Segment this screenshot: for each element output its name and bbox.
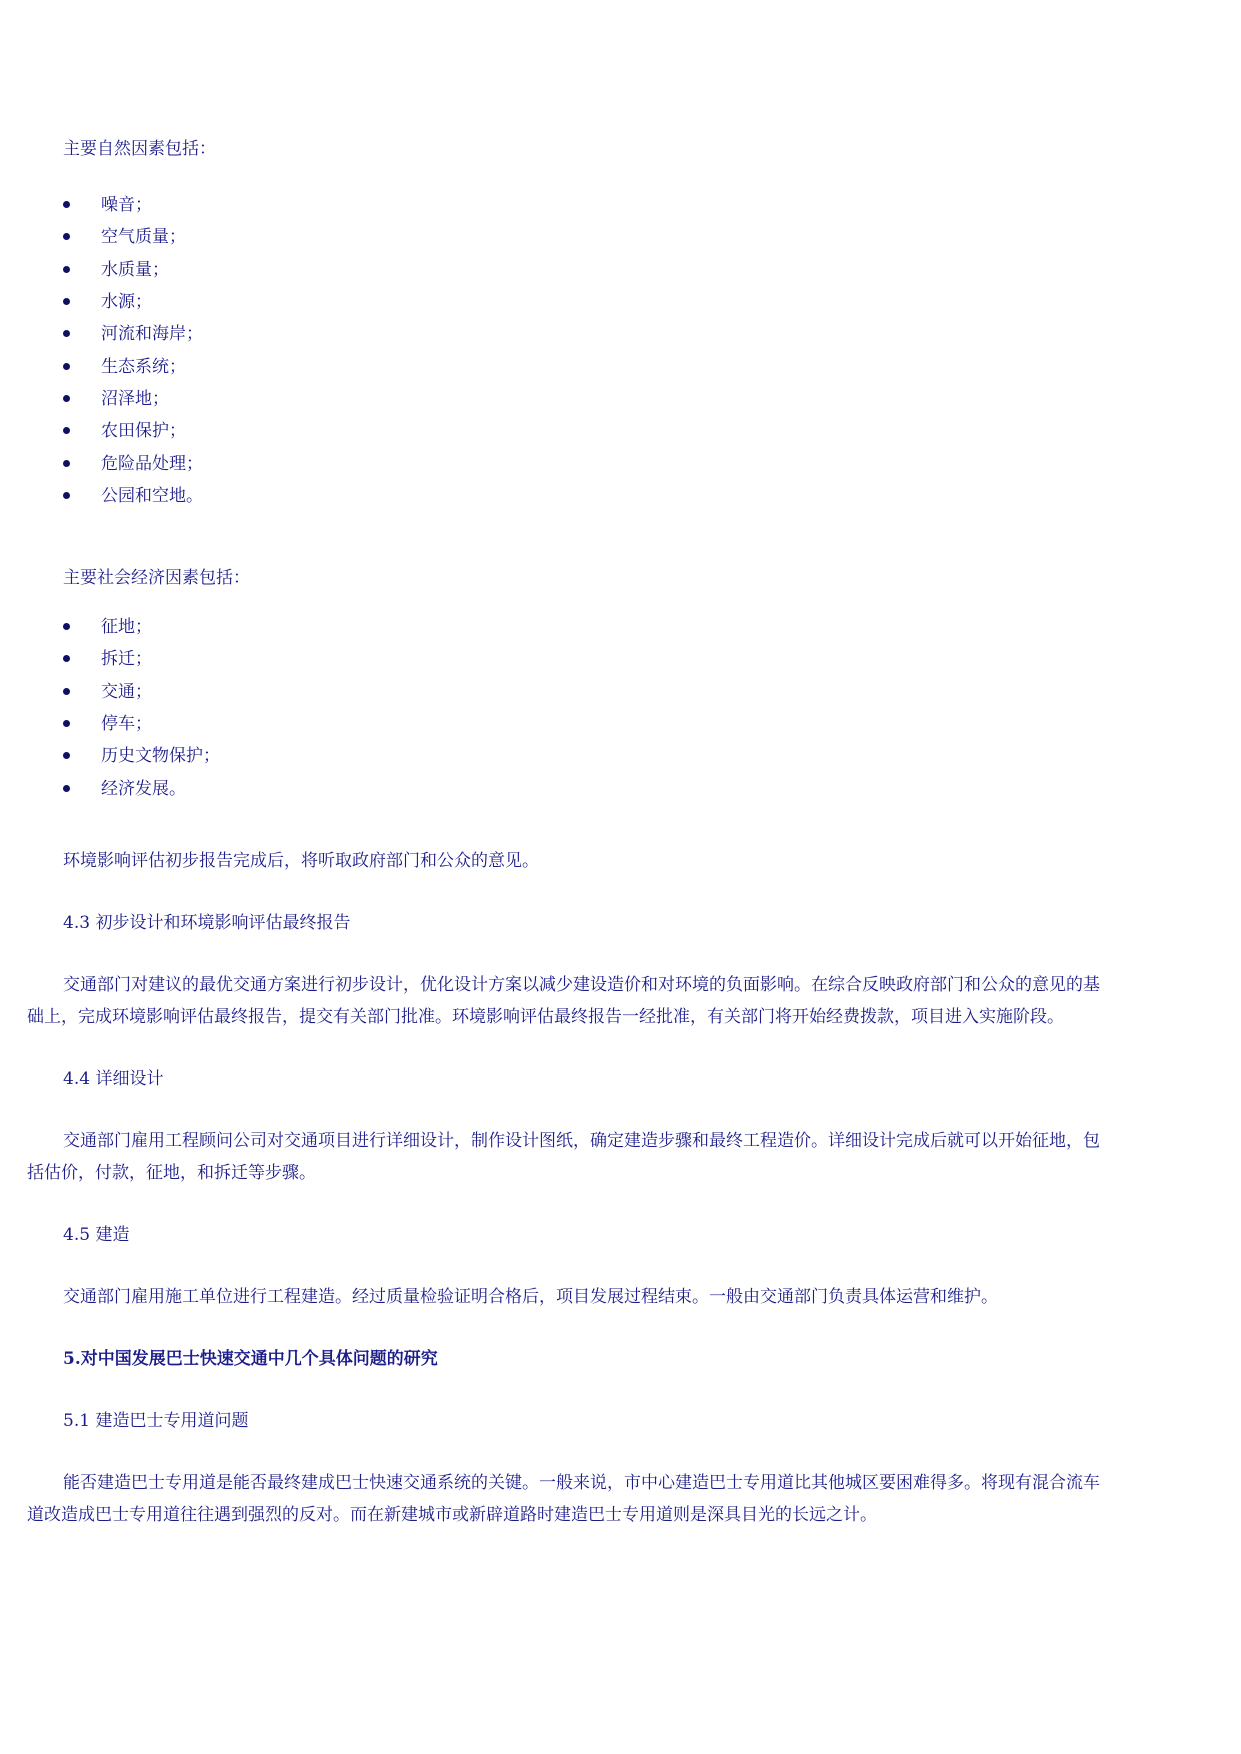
bullet-icon bbox=[63, 201, 70, 208]
bullet-icon bbox=[63, 363, 70, 370]
section-5-1-line-1: 能否建造巴士专用道是能否最终建成巴士快速交通系统的关键。一般来说，市中心建造巴士专用道比其他城区要困难得多。将现有混合流车 bbox=[63, 1473, 1100, 1493]
list-item: 农田保护； bbox=[101, 421, 186, 441]
list-item: 水质量； bbox=[101, 260, 169, 280]
section-5-heading: 5.对中国发展巴士快速交通中几个具体问题的研究 bbox=[63, 1349, 438, 1369]
bullet-icon bbox=[63, 460, 70, 467]
section-5-1-title: 5.1 建造巴士专用道问题 bbox=[63, 1411, 249, 1431]
list-item: 拆迁； bbox=[101, 649, 152, 669]
section-4-3-line-1: 交通部门对建议的最优交通方案进行初步设计，优化设计方案以减少建设造价和对环境的负面影响。在综合反映政府部门和公众的意见的基 bbox=[63, 975, 1100, 995]
social-factors-intro: 主要社会经济因素包括： bbox=[63, 568, 250, 588]
section-4-3-title: 4.3 初步设计和环境影响评估最终报告 bbox=[63, 913, 351, 933]
bullet-icon bbox=[63, 395, 70, 402]
section-4-5-title: 4.5 建造 bbox=[63, 1225, 130, 1245]
bullet-icon bbox=[63, 785, 70, 792]
list-item: 交通； bbox=[101, 682, 152, 702]
list-item: 历史文物保护； bbox=[101, 746, 220, 766]
section-5-1-line-2: 道改造成巴士专用道往往遇到强烈的反对。而在新建城市或新辟道路时建造巴士专用道则是深具目光的长远之计。 bbox=[27, 1505, 877, 1525]
list-item: 水源； bbox=[101, 292, 152, 312]
bullet-icon bbox=[63, 427, 70, 434]
bullet-icon bbox=[63, 688, 70, 695]
list-item: 经济发展。 bbox=[101, 779, 186, 799]
section-4-3-line-2: 础上，完成环境影响评估最终报告，提交有关部门批准。环境影响评估最终报告一经批准，有关部门将开始经费拨款，项目进入实施阶段。 bbox=[27, 1007, 1064, 1027]
list-item: 噪音； bbox=[101, 195, 152, 215]
bullet-icon bbox=[63, 266, 70, 273]
list-item: 危险品处理； bbox=[101, 454, 203, 474]
section-4-5-line-1: 交通部门雇用施工单位进行工程建造。经过质量检验证明合格后，项目发展过程结束。一般由交通部门负责具体运营和维护。 bbox=[63, 1287, 998, 1307]
list-item: 生态系统； bbox=[101, 357, 186, 377]
section-4-4-line-2: 括估价，付款，征地，和拆迁等步骤。 bbox=[27, 1163, 316, 1183]
bullet-icon bbox=[63, 233, 70, 240]
list-item: 公园和空地。 bbox=[101, 486, 203, 506]
bullet-icon bbox=[63, 298, 70, 305]
list-item: 停车； bbox=[101, 714, 152, 734]
list-item: 沼泽地； bbox=[101, 389, 169, 409]
natural-factors-intro: 主要自然因素包括： bbox=[63, 139, 216, 159]
section-4-4-line-1: 交通部门雇用工程顾问公司对交通项目进行详细设计，制作设计图纸，确定建造步骤和最终工程造价。详细设计完成后就可以开始征地，包 bbox=[63, 1131, 1100, 1151]
list-item: 空气质量； bbox=[101, 227, 186, 247]
bullet-icon bbox=[63, 623, 70, 630]
section-4-4-title: 4.4 详细设计 bbox=[63, 1069, 164, 1089]
bullet-icon bbox=[63, 330, 70, 337]
eia-paragraph: 环境影响评估初步报告完成后，将听取政府部门和公众的意见。 bbox=[63, 851, 539, 871]
bullet-icon bbox=[63, 492, 70, 499]
list-item: 征地； bbox=[101, 617, 152, 637]
list-item: 河流和海岸； bbox=[101, 324, 203, 344]
bullet-icon bbox=[63, 655, 70, 662]
bullet-icon bbox=[63, 720, 70, 727]
bullet-icon bbox=[63, 752, 70, 759]
